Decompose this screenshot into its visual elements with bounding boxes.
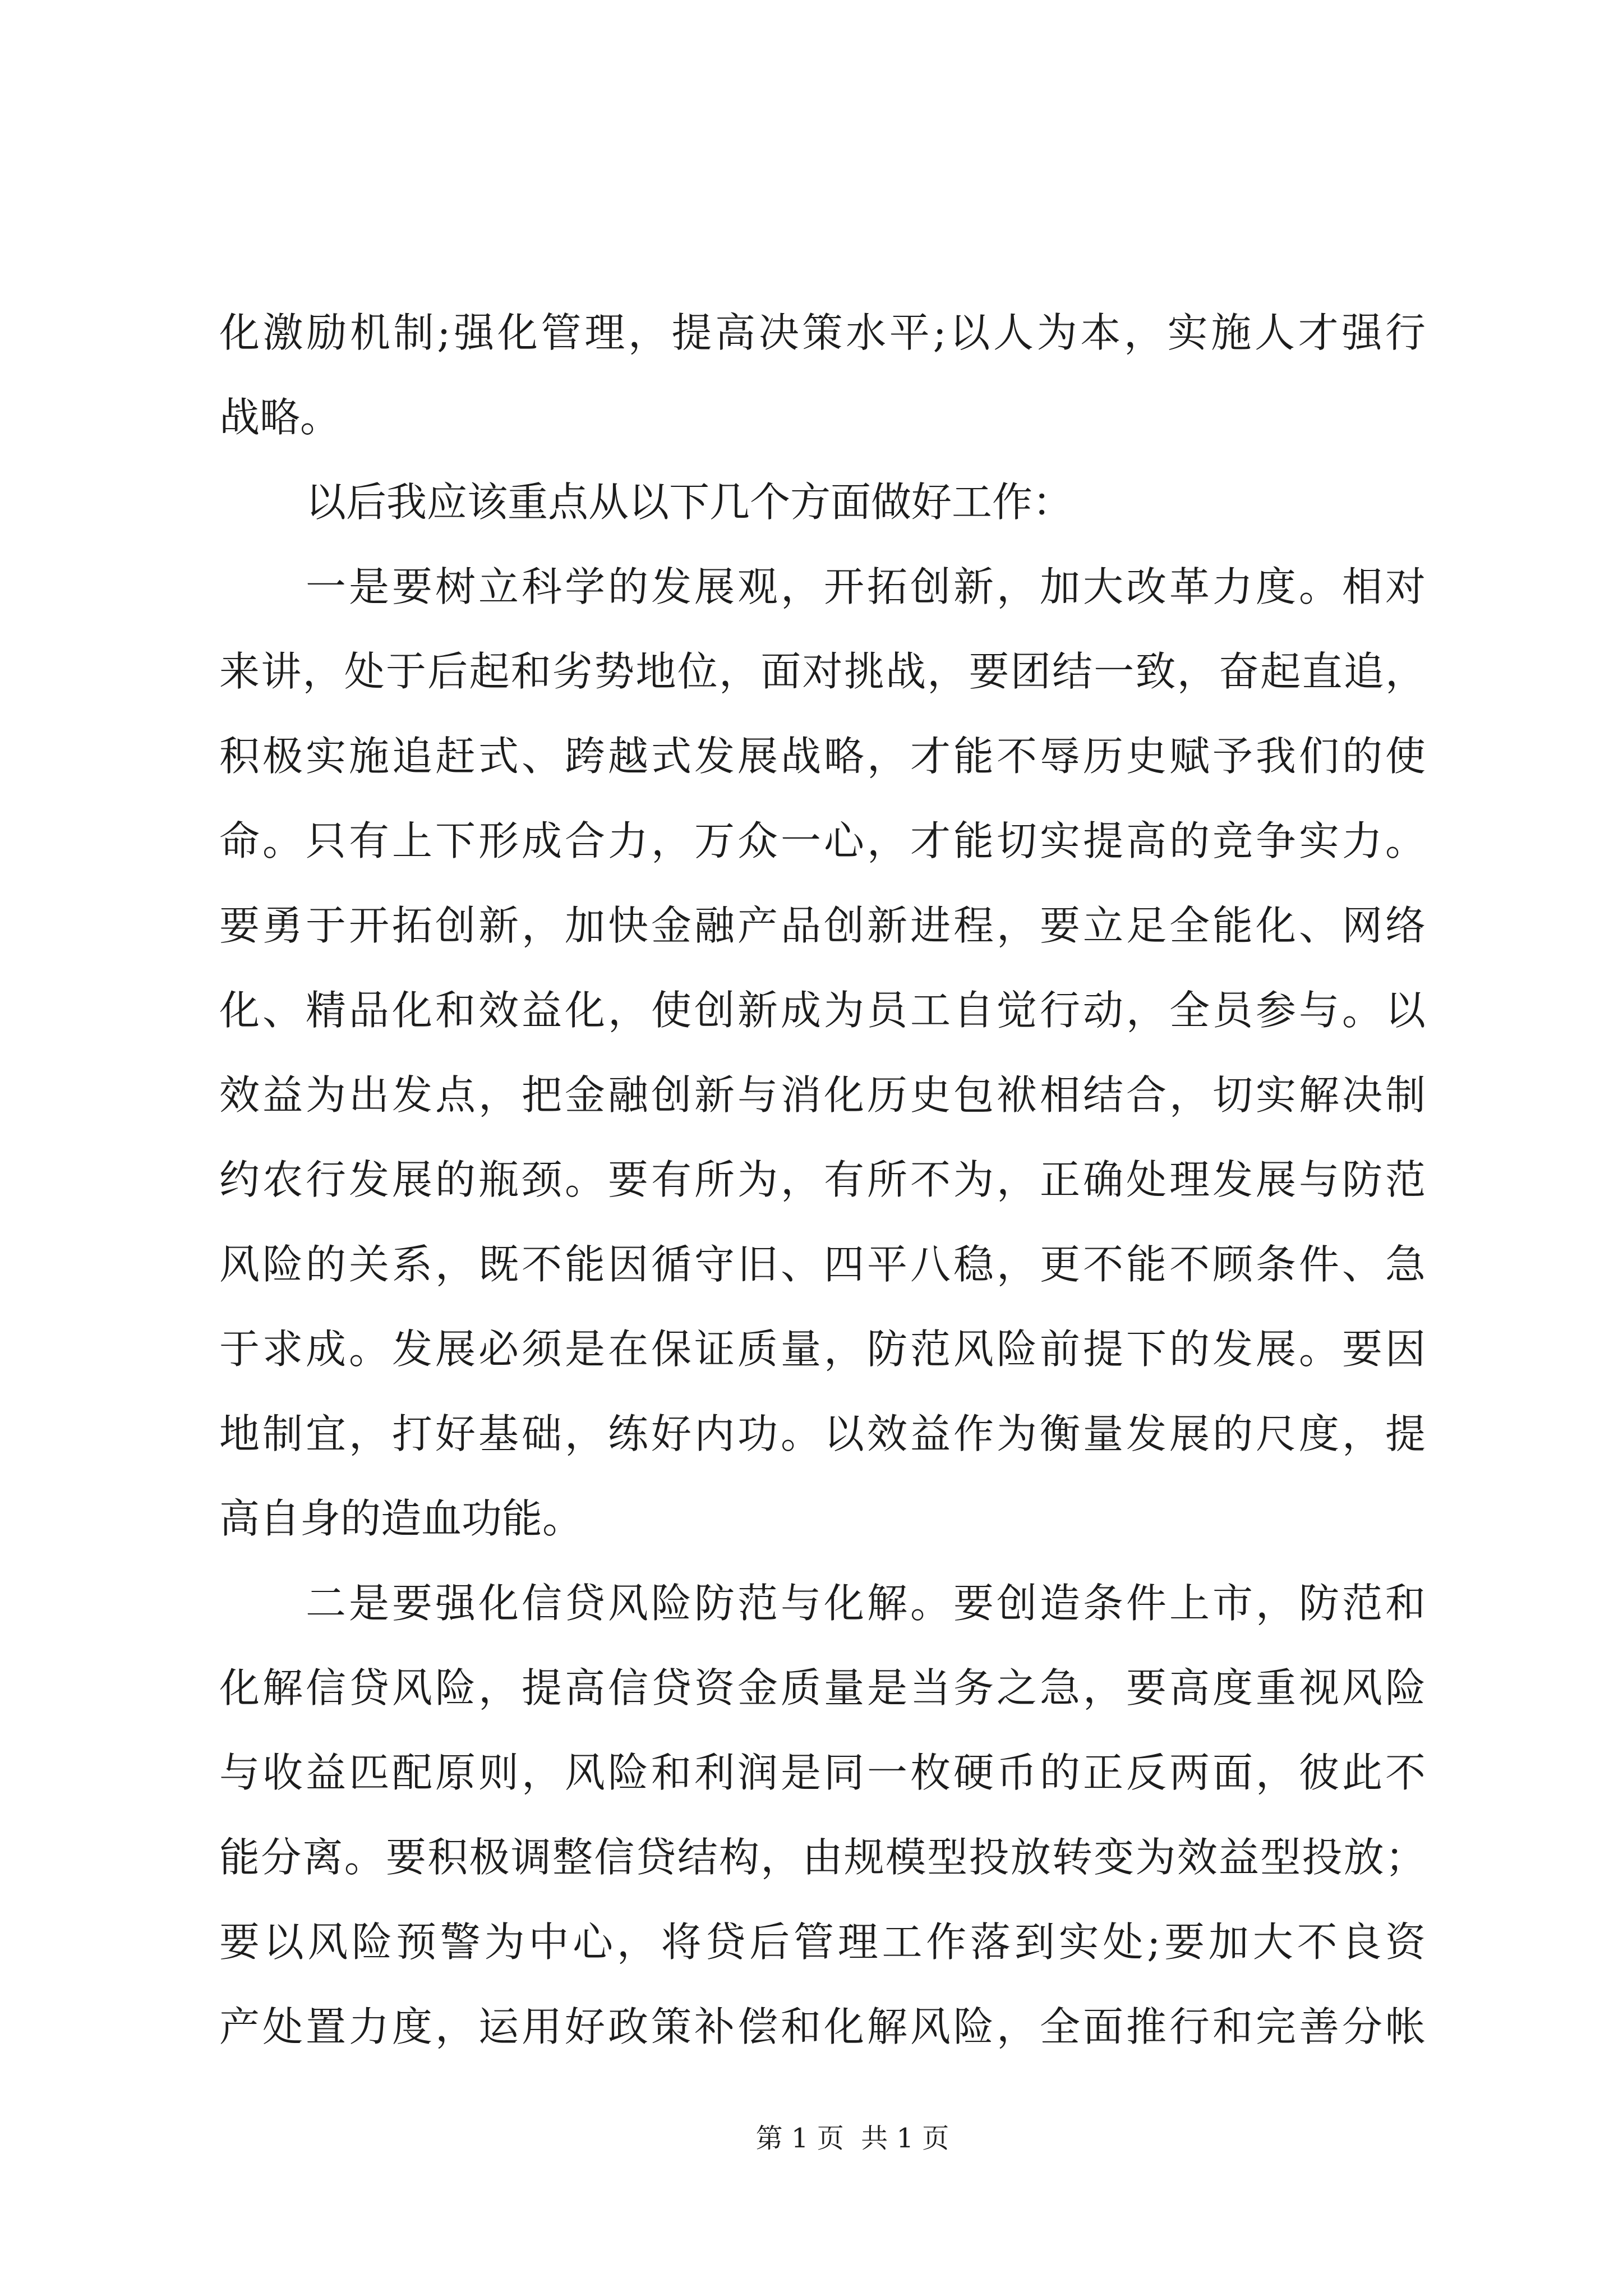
document-body — [219, 291, 1426, 2069]
paragraph — [219, 291, 1426, 460]
body-line: 积极实施追赶式、跨越式发展战略，才能不辱历史赋予我们的使 — [219, 733, 1426, 780]
body-line: 以后我应该重点从以下几个方面做好工作： — [306, 478, 1073, 526]
paragraph — [219, 460, 1426, 545]
body-line: 产处置力度，运用好政策补偿和化解风险，全面推行和完善分帐 — [219, 2003, 1426, 2050]
body-line: 二是要强化信贷风险防范与化解。要创造条件上市，防范和 — [306, 1580, 1426, 1627]
body-line: 约农行发展的瓶颈。要有所为，有所不为，正确处理发展与防范 — [219, 1156, 1426, 1203]
body-line: 要勇于开拓创新，加快金融产品创新进程，要立足全能化、网络 — [219, 902, 1426, 949]
body-line: 一是要树立科学的发展观，开拓创新，加大改革力度。相对 — [306, 563, 1426, 610]
body-line: 化、精品化和效益化，使创新成为员工自觉行动，全员参与。以 — [219, 987, 1426, 1034]
body-line: 来讲，处于后起和劣势地位，面对挑战，要团结一致，奋起直追， — [219, 648, 1426, 695]
body-line: 战略。 — [219, 394, 341, 441]
body-line: 化激励机制;强化管理，提高决策水平;以人为本，实施人才强行 — [219, 309, 1426, 356]
body-line: 高自身的造血功能。 — [219, 1495, 583, 1542]
body-line: 命。只有上下形成合力，万众一心，才能切实提高的竞争实力。 — [219, 817, 1426, 864]
body-line: 能分离。要积极调整信贷结构，由规模型投放转变为效益型投放； — [219, 1834, 1426, 1881]
page-footer: 第 1 页 共 1 页 — [755, 2123, 949, 2154]
body-line: 与收益匹配原则，风险和利润是同一枚硬币的正反两面，彼此不 — [219, 1749, 1426, 1796]
body-line: 风险的关系，既不能因循守旧、四平八稳，更不能不顾条件、急 — [219, 1241, 1426, 1288]
body-line: 于求成。发展必须是在保证质量，防范风险前提下的发展。要因 — [219, 1326, 1426, 1373]
body-line: 地制宜，打好基础，练好内功。以效益作为衡量发展的尺度，提 — [219, 1410, 1426, 1457]
paragraph — [219, 1561, 1426, 2069]
body-line: 效益为出发点，把金融创新与消化历史包袱相结合，切实解决制 — [219, 1071, 1426, 1119]
body-line: 要以风险预警为中心，将贷后管理工作落到实处;要加大不良资 — [219, 1918, 1426, 1966]
paragraph — [219, 545, 1426, 1561]
body-line: 化解信贷风险，提高信贷资金质量是当务之急，要高度重视风险 — [219, 1664, 1426, 1711]
